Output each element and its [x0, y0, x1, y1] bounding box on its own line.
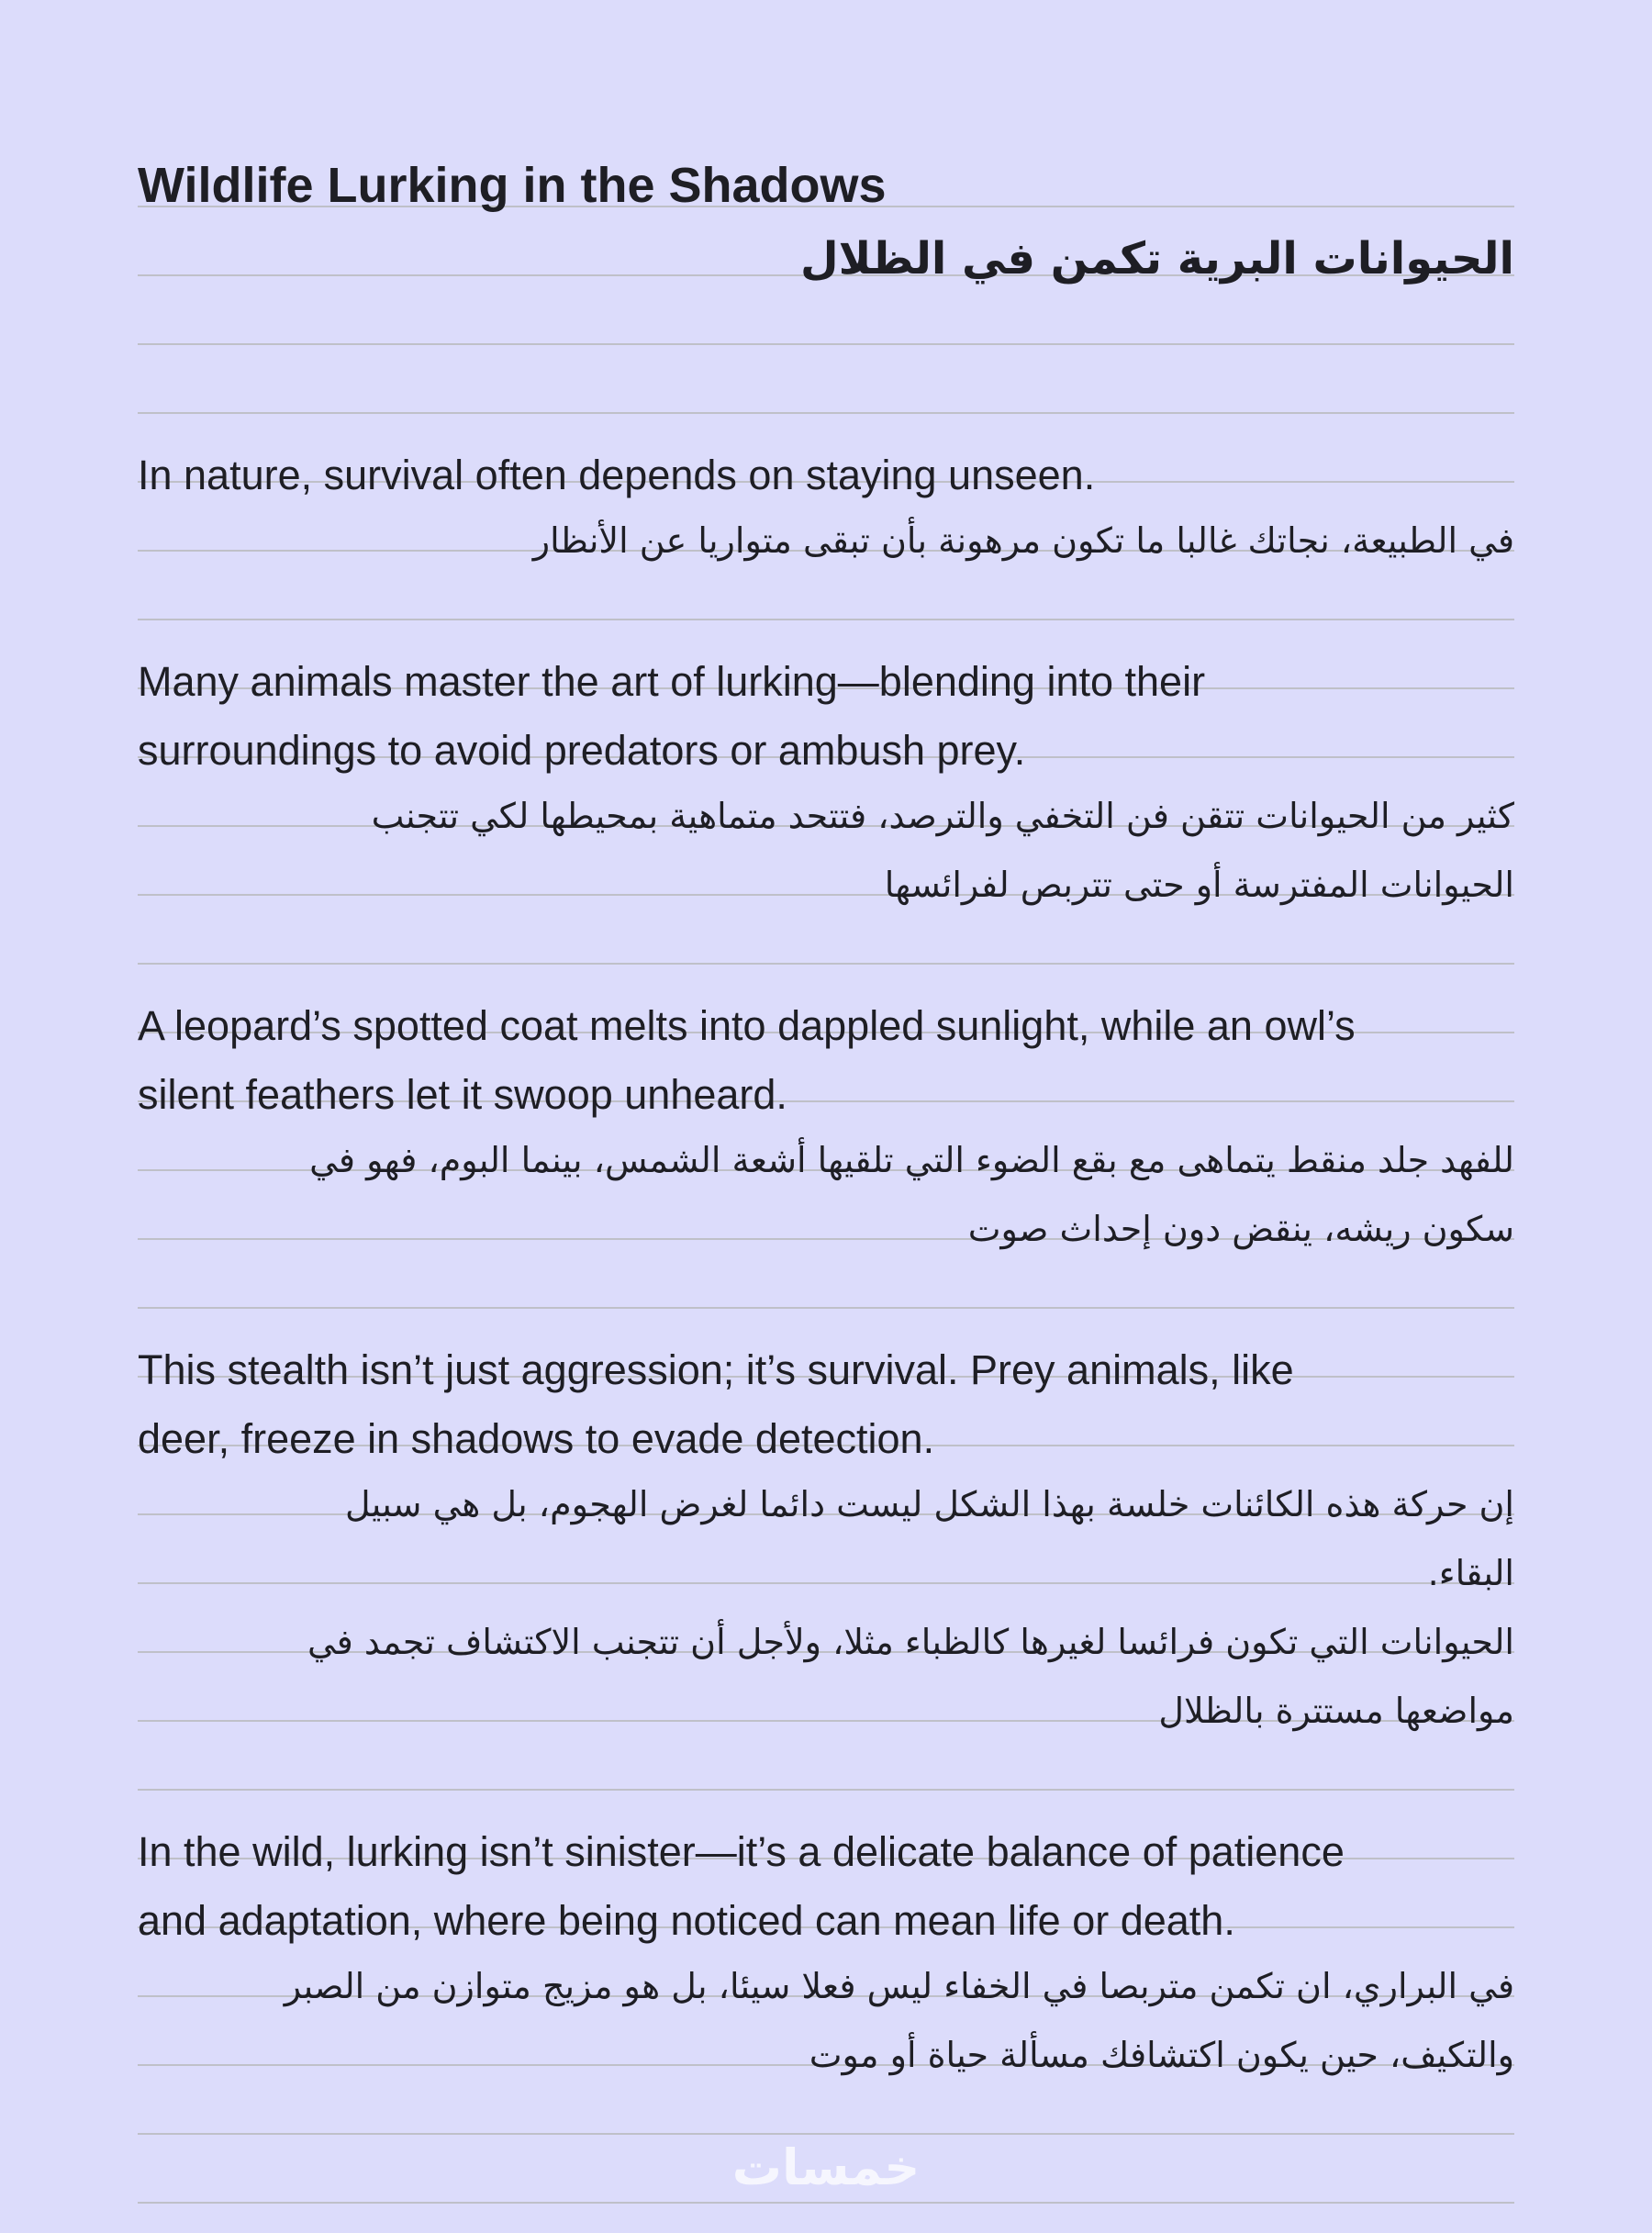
paragraph-2-english-line-2: surroundings to avoid predators or ambush prey. [138, 727, 1026, 774]
ruled-line [138, 963, 1514, 965]
paragraph-3-arabic-line-2: سكون ريشه، ينقض دون إحداث صوت [967, 1209, 1514, 1249]
paragraph-1-english-line-1: In nature, survival often depends on staying unseen. [138, 452, 1096, 498]
paragraph-4-arabic-line-1: إن حركة هذه الكائنات خلسة بهذا الشكل ليست دائما لغرض الهجوم، بل هي سبيل [344, 1484, 1514, 1524]
paragraph-5-arabic-line-2: والتكيف، حين يكون اكتشافك مسألة حياة أو موت [809, 2035, 1514, 2075]
ruled-line [138, 412, 1514, 414]
paragraph-3-arabic-line-1: للفهد جلد منقط يتماهى مع بقع الضوء التي تلقيها أشعة الشمس، بينما البوم، فهو في [309, 1140, 1514, 1180]
paragraph-2-english-line-1: Many animals master the art of lurking—blending into their [138, 658, 1206, 705]
paragraph-4-arabic-line-2: البقاء. [1427, 1553, 1514, 1593]
ruled-line [138, 1307, 1514, 1309]
paragraph-4-arabic-line-3: الحيوانات التي تكون فرائسا لغيرها كالظباء مثلا، ولأجل أن تتجنب الاكتشاف تجمد في [307, 1622, 1514, 1662]
paragraph-2-arabic-line-2: الحيوانات المفترسة أو حتى تتربص لفرائسها [884, 865, 1514, 905]
paragraph-4-english-line-2: deer, freeze in shadows to evade detection. [138, 1415, 935, 1462]
paragraph-4-arabic-line-4: مواضعها مستترة بالظلال [1158, 1691, 1514, 1731]
ruled-line [138, 2202, 1514, 2204]
paragraph-5-english-line-1: In the wild, lurking isn’t sinister—it’s a delicate balance of patience [138, 1828, 1345, 1875]
ruled-line [138, 619, 1514, 620]
title-arabic: الحيوانات البرية تكمن في الظلال [799, 233, 1514, 285]
paragraph-3-english-line-2: silent feathers let it swoop unheard. [138, 1071, 787, 1118]
title-english: Wildlife Lurking in the Shadows [138, 158, 887, 213]
ruled-line [138, 1789, 1514, 1791]
paragraph-4-english-line-1: This stealth isn’t just aggression; it’s survival. Prey animals, like [138, 1346, 1294, 1393]
watermark-logo: خمسات [731, 2138, 921, 2196]
paragraph-2-arabic-line-1: كثير من الحيوانات تتقن فن التخفي والترصد، فتتحد متماهية بمحيطها لكي تتجنب [371, 796, 1514, 836]
paragraph-1-arabic-line-1: في الطبيعة، نجاتك غالبا ما تكون مرهونة بأن تبقى متواريا عن الأنظار [532, 520, 1514, 561]
ruled-line [138, 343, 1514, 345]
ruled-line [138, 2133, 1514, 2135]
paragraph-5-arabic-line-1: في البراري، ان تكمن متربصا في الخفاء ليس فعلا سيئا، بل هو مزيج متوازن من الصبر [284, 1966, 1514, 2006]
paragraph-3-english-line-1: A leopard’s spotted coat melts into dappled sunlight, while an owl’s [138, 1002, 1356, 1049]
paragraph-5-english-line-2: and adaptation, where being noticed can mean life or death. [138, 1897, 1235, 1944]
